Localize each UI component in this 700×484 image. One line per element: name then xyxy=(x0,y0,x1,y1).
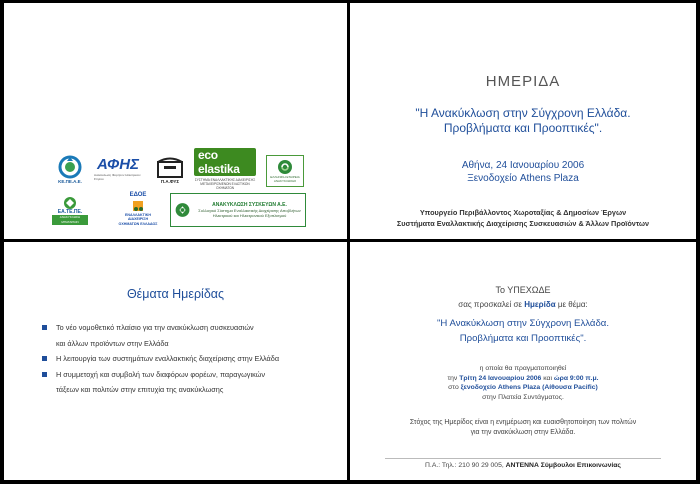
invite-goal xyxy=(350,418,696,438)
event-venue: Ξενοδοχείο Athens Plaza xyxy=(467,173,579,184)
invite-event-word: Ημερίδα xyxy=(524,300,556,309)
edoe-logo xyxy=(117,189,159,229)
event-subject xyxy=(350,106,696,136)
event-date-venue xyxy=(350,159,696,185)
pafys-bin-icon xyxy=(156,157,184,179)
divider xyxy=(385,458,661,459)
topic-line: και άλλων προϊόντων στην Ελλάδα xyxy=(56,338,169,348)
recycling-appliances-title: ΑΝΑΚΥΚΛΩΣΗ ΣΥΣΚΕΥΩΝ Α.Ε. xyxy=(212,201,287,208)
invite-details xyxy=(350,364,696,402)
where-pre: στο xyxy=(448,384,461,391)
topic-line: Η συμμετοχή και συμβολή των διαφόρων φορέων, παραγωγικών xyxy=(56,369,265,379)
green-point-logo xyxy=(266,155,304,187)
when-pre: την xyxy=(447,374,460,382)
edoe-name: ΕΔΟΕ xyxy=(129,191,147,198)
invite-subject-line-1: "Η Ανακύκλωση στην Σύγχρονη Ελλάδα. xyxy=(437,318,609,329)
eco-elastika-logo xyxy=(194,148,256,190)
kepe-caption: ΚΕ.ΠΕ.Α.Ε. xyxy=(58,178,82,184)
eatepe-caption: ΕΑ.ΤΕ.ΠΕ. xyxy=(57,208,83,215)
square-bullet-icon xyxy=(42,372,47,377)
afis-name: ΑΦΗΣ xyxy=(97,155,139,173)
green-point-icon xyxy=(277,159,293,175)
invite-place: στην Πλατεία Συντάγματος. xyxy=(482,393,564,401)
invite-line xyxy=(350,300,696,309)
invite-host: Το ΥΠΕΧΩΔΕ xyxy=(495,285,551,295)
invitation-page xyxy=(350,242,696,480)
contact-agency: ΑΝΤΕΝΝΑ Σύμβουλοι Επικοινωνίας xyxy=(505,462,621,469)
topic-item xyxy=(40,351,330,367)
topic-line: τάξεων και πολιτών στην επιτυχία της ανακύκλωσης xyxy=(56,385,224,394)
afis-subtitle: Ανακύκλωση Φορητών Ηλεκτρικών Στηλών xyxy=(94,172,141,181)
logos-page xyxy=(4,3,347,239)
eatepe-leaf-icon xyxy=(62,196,78,210)
invite-where xyxy=(350,383,696,393)
title-page xyxy=(350,3,696,239)
recycling-appliances-icon xyxy=(175,198,190,222)
eco-elastika-word: eco elastika xyxy=(194,148,256,176)
green-point-caption: ΕΛΛΗΝΙΚΗ ΕΤΑΙΡΕΙΑ ΑΝΑΚΥΚΛΩΣΗΣ xyxy=(270,175,300,183)
contact-line xyxy=(350,462,696,469)
topics-list xyxy=(40,320,330,398)
recycling-appliances-text xyxy=(194,203,305,218)
square-bullet-icon xyxy=(42,356,47,361)
when-time: ώρα 9:00 π.μ. xyxy=(553,374,599,382)
afis-logo xyxy=(94,155,142,181)
pafys-logo xyxy=(154,155,186,185)
eatepe-subtitle: ΑΝΑΚΥΚΛΩΣΗ ΜΠΑΤΑΡΙΩΝ xyxy=(52,215,88,225)
square-bullet-icon xyxy=(42,325,47,330)
invite-when xyxy=(350,374,696,384)
invite-subject xyxy=(350,316,696,346)
invite-post: με θέμα: xyxy=(555,300,588,309)
invite-subject-line-2: Προβλήματα και Προοπτικές". xyxy=(459,333,587,344)
topics-page xyxy=(4,242,347,480)
where-venue: ξενοδοχείο Athens Plaza (Αίθουσα Pacific) xyxy=(460,384,598,391)
goal-line-1: Στόχος της Ημερίδος είναι η ενημέρωση και ευαισθητοποίηση των πολιτών xyxy=(409,419,637,426)
event-date: Αθήνα, 24 Ιανουαρίου 2006 xyxy=(461,160,585,171)
eco-elastika-subtitle: ΣΥΣΤΗΜΑ ΕΝΑΛΛΑΚΤΙΚΗΣ ΔΙΑΧΕΙΡΙΣΗΣ ΜΕΤΑΧΕΙΡΙΣΜΕΝΩΝ ΕΛΑΣΤΙΚΩΝ ΟΧΗΜΑΤΩΝ xyxy=(194,178,256,190)
edoe-subtitle: ΕΝΑΛΛΑΚΤΙΚΗ ΔΙΑΧΕΙΡΙΣΗ ΟΧΗΜΑΤΩΝ ΕΛΛΑΔΟΣ xyxy=(118,212,158,226)
contact-phone: Π.Α.: Τηλ.: 210 90 29 005, xyxy=(425,462,506,469)
eatepe-logo xyxy=(52,193,88,227)
topic-item xyxy=(40,320,330,351)
topic-item xyxy=(40,367,330,398)
event-heading: ΗΜΕΡΙΔΑ xyxy=(485,73,561,90)
organizers xyxy=(350,207,696,229)
when-date: Τρίτη 24 Ιανουαρίου 2006 xyxy=(459,374,542,382)
organizer-systems: Συστήματα Εναλλακτικής Διαχείρισης Συσκευασιών & Άλλων Προϊόντων xyxy=(396,219,650,228)
topic-line: Το νέο νομοθετικό πλαίσιο για την ανακύκλωση συσκευασιών xyxy=(56,323,254,332)
edoe-car-icon xyxy=(131,199,145,213)
invite-pre: σας προσκαλεί σε xyxy=(458,300,525,309)
event-subject-line-2: Προβλήματα και Προοπτικές". xyxy=(443,121,603,135)
recycling-appliances-subtitle: Συλλογικό Σύστημα Εναλλακτικής Διαχείρισης Αποβλήτων Ηλεκτρικού και Ηλεκτρονικού Εξοπλισμού xyxy=(198,207,301,218)
invite-held: η οποία θα πραγματοποιηθεί xyxy=(479,365,567,372)
event-subject-line-1: "Η Ανακύκλωση στην Σύγχρονη Ελλάδα. xyxy=(415,106,631,120)
when-mid: και xyxy=(541,374,554,382)
kepe-recycle-icon xyxy=(58,155,82,179)
topics-heading: Θέματα Ημερίδας xyxy=(126,287,225,301)
pafys-caption: Π.Α.ΦΥΣ xyxy=(160,178,180,184)
organizer-ministry: Υπουργείο Περιβάλλοντος Χωροταξίας & Δημοσίων Έργων xyxy=(419,208,627,217)
kepe-logo xyxy=(52,151,88,187)
goal-line-2: για την ανακύκλωση στην Ελλάδα. xyxy=(470,429,576,436)
recycling-appliances-logo xyxy=(170,193,306,227)
topic-line: Η λειτουργία των συστημάτων εναλλακτικής διαχείρισης στην Ελλάδα xyxy=(56,354,280,363)
